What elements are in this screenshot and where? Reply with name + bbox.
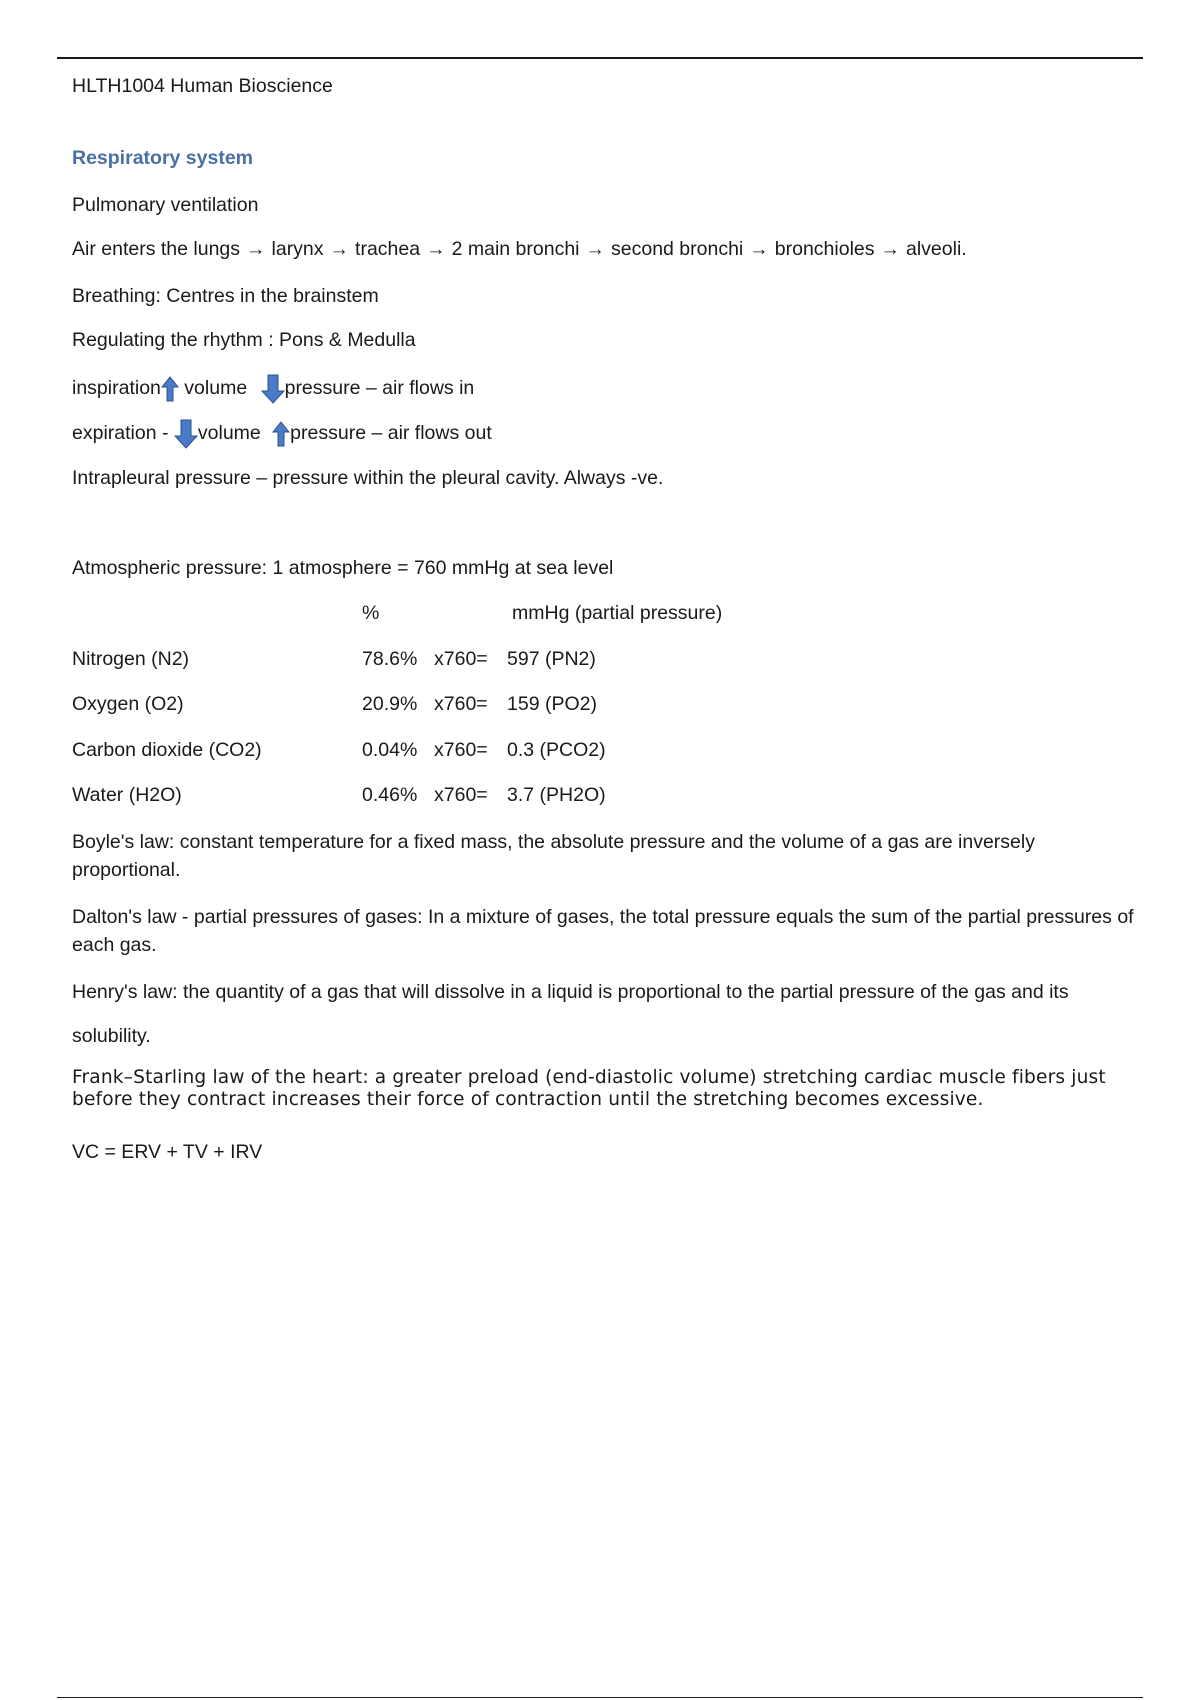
breathing-line: Breathing: Centres in the brainstem (72, 285, 379, 307)
expiration-term: expiration - (72, 422, 174, 445)
gas-partial-pressure: 159 (PO2) (507, 693, 597, 715)
gas-percent: 20.9% (362, 693, 418, 715)
right-arrow-icon: → (329, 238, 350, 260)
gas-percent: 0.46% (362, 784, 418, 806)
henrys-law: Henry's law: the quantity of a gas that will dissolve in a liquid is proportional to the partial pressure of the gas and its (72, 981, 1069, 1003)
expiration-line (72, 419, 492, 449)
atmosphere-title: Atmospheric pressure: 1 atmosphere = 760 mmHg at sea level (72, 557, 614, 579)
gas-name: Oxygen (O2) (72, 693, 184, 715)
gas-partial-pressure: 597 (PN2) (507, 648, 596, 670)
daltons-law: Dalton's law - partial pressures of gases: In a mixture of gases, the total pressure equals the sum of the partial pressures of each gas. (72, 906, 1134, 956)
gas-multiplier: x760= (434, 784, 488, 806)
inspiration-term: inspiration (72, 377, 161, 400)
gas-name: Carbon dioxide (CO2) (72, 739, 262, 761)
mmhg-header: mmHg (partial pressure) (512, 602, 723, 624)
right-arrow-icon: → (426, 238, 446, 260)
vital-capacity-formula: VC = ERV + TV + IRV (72, 1141, 263, 1163)
down-arrow-icon (261, 374, 285, 404)
right-arrow-icon: → (749, 238, 769, 260)
pathway-step: alveoli. (906, 238, 967, 260)
section-title: Respiratory system (72, 147, 254, 169)
pathway-step: 2 main bronchi (451, 238, 580, 260)
gas-partial-pressure: 0.3 (PCO2) (507, 739, 606, 761)
down-arrow-icon (174, 419, 198, 449)
rhythm-line: Regulating the rhythm : Pons & Medulla (72, 329, 416, 351)
pathway-step: Air enters the lungs (72, 238, 241, 260)
gas-percent: 78.6% (362, 648, 418, 670)
gas-partial-pressure: 3.7 (PH2O) (507, 784, 606, 806)
pathway-step: trachea (355, 238, 421, 260)
up-arrow-icon (161, 376, 179, 402)
inspiration-line (72, 374, 474, 404)
gas-name: Nitrogen (N2) (72, 648, 190, 670)
up-arrow-icon (272, 421, 290, 447)
header-rule (57, 57, 1143, 59)
right-arrow-icon: → (880, 238, 900, 260)
inspiration-pressure: pressure – air flows in (284, 377, 475, 400)
percent-header: % (362, 602, 380, 624)
right-arrow-icon: → (246, 238, 266, 260)
gas-name: Water (H2O) (72, 784, 182, 806)
pathway-step: bronchioles (774, 238, 875, 260)
airway-pathway (72, 237, 967, 261)
pathway-step: second bronchi (611, 238, 744, 260)
henrys-law-continued: solubility. (72, 1025, 151, 1047)
frank-starling-law: Frank–Starling law of the heart: a greater preload (end-diastolic volume) stretching cardiac muscle fibers just before they contract increases their force of contraction until the stretching becomes excessive. (72, 1067, 1106, 1110)
footer-rule (57, 1697, 1143, 1698)
inspiration-volume: volume (178, 377, 253, 400)
gas-multiplier: x760= (434, 648, 488, 670)
right-arrow-icon: → (585, 238, 605, 260)
pulmonary-title: Pulmonary ventilation (72, 194, 259, 216)
gas-percent: 0.04% (362, 739, 418, 761)
expiration-volume: volume (197, 422, 267, 445)
intrapleural-line: Intrapleural pressure – pressure within the pleural cavity. Always -ve. (72, 467, 664, 489)
expiration-pressure: pressure – air flows out (290, 422, 492, 445)
boyles-law: Boyle's law: constant temperature for a fixed mass, the absolute pressure and the volume of a gas are inversely proportional. (72, 831, 1035, 881)
gas-multiplier: x760= (434, 693, 488, 715)
course-header: HLTH1004 Human Bioscience (72, 75, 333, 97)
pathway-step: larynx (271, 238, 324, 260)
gas-multiplier: x760= (434, 739, 488, 761)
